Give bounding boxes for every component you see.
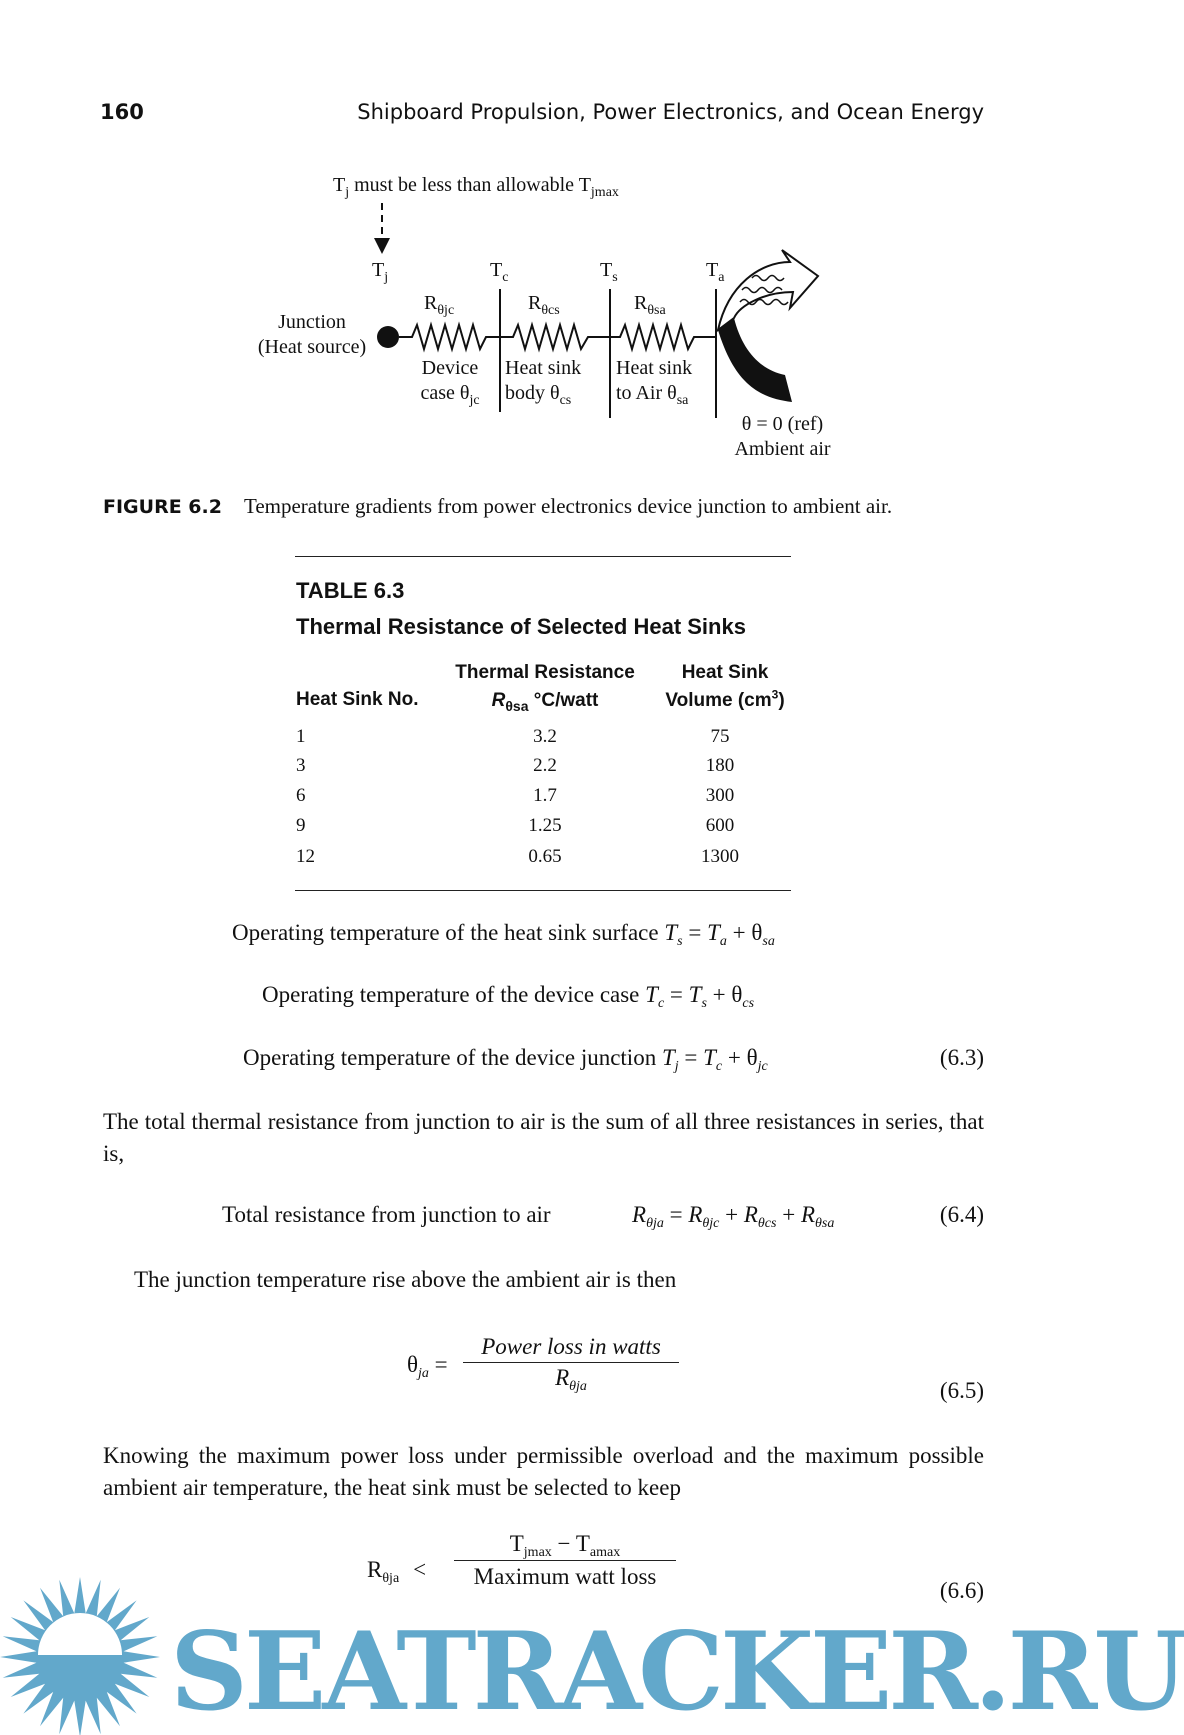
figure-note: $T_j$ must be less than allowable $T_{jmax}$ [333,174,619,200]
col-header-volume: Heat Sink Volume $(cm^3)$ [665,662,785,711]
equation-tj: Operating temperature of the device junction $T_j = T_c + \theta_{jc}$ [243,1045,768,1074]
junction-label: Junction (Heat source) [257,311,367,358]
heat-flow-arrow-light [718,250,818,330]
resistor-label-cs: $R_{\theta cs}$ [528,292,560,318]
paragraph-junction-rise: The junction temperature rise above the ambient air is then [134,1267,677,1292]
label-heat-sink-body: Heat sink body $\theta_{cs}$ [505,357,582,408]
equation-ts: Operating temperature of the heat sink surface $T_s = T_a + \theta_{sa}$ [232,920,775,949]
equation-number-6-4: (6.4) [939,1202,984,1227]
col-header-resistance: Thermal Resistance $R_{\theta sa}$ °C/watt [455,662,635,714]
page-number: 160 [100,100,144,124]
cell-heat-sink-no: 9 [296,815,306,836]
node-tc: $T_c$ [490,259,509,285]
equation-6-5-fraction: Power loss in watts $R_{\theta ja}$ [463,1334,679,1391]
equation-6-5-lhs: $\theta_{ja}$ = [407,1352,448,1381]
table-bottom-rule [295,890,791,891]
cell-heat-sink-no: 12 [296,846,315,867]
resistor-chain [399,325,716,349]
running-title: Shipboard Propulsion, Power Electronics, and Ocean Energy [357,100,984,124]
label-heat-sink-air: Heat sink to Air $\theta_{sa}$ [616,357,693,408]
junction-dot [377,326,399,348]
equation-6-4-text: Total resistance from junction to air [222,1202,551,1227]
node-ta: $T_a$ [706,259,725,285]
table-label: TABLE 6.3 [296,578,405,603]
node-ts: $T_s$ [600,259,618,285]
col-header-no: Heat Sink No. [296,689,419,710]
equation-number-6-5: (6.5) [939,1378,984,1403]
paragraph-total-resistance: The total thermal resistance from junction to air is the sum of all three resistances in series, that is, [103,1109,984,1166]
sun-rays [0,1577,160,1735]
cell-resistance: 3.2 [533,726,557,747]
arrow-head-icon [374,238,390,254]
cell-heat-sink-no: 6 [296,785,306,806]
heat-flow-arrow-dark [718,318,792,402]
cell-volume: 600 [705,815,735,836]
cell-volume: 75 [710,726,730,747]
ambient-ref-label: θ = 0 (ref) Ambient air [734,413,831,460]
equation-6-6-lhs: $R_{\theta ja}$ < [367,1557,427,1586]
equation-6-6-fraction: $T_{jmax} - T_{amax}$ Maximum watt loss [454,1530,676,1591]
sun-logo-icon [0,1585,165,1735]
equation-6-4-math: $R_{\theta ja} = R_{\theta jc} + R_{\theta cs} + R_{\theta sa}$ [632,1202,835,1231]
equation-number-6-6: (6.6) [939,1578,984,1603]
figure-caption: FIGURE 6.2 Temperature gradients from power electronics device junction to ambient air. [103,494,893,518]
table-top-rule [295,556,791,557]
cell-resistance: 2.2 [533,755,557,776]
cell-heat-sink-no: 3 [296,755,306,776]
table-title: Thermal Resistance of Selected Heat Sinks [296,614,746,639]
cell-volume: 180 [705,755,735,776]
label-device-case: Device case $\theta_{jc}$ [420,357,480,408]
equation-tc: Operating temperature of the device case $T_c = T_s + \theta_{cs}$ [262,982,755,1011]
paragraph-heat-sink-selection: Knowing the maximum power loss under permissible overload and the maximum possible ambient air temperature, the heat sink must be selected to keep [103,1443,984,1500]
circuit-diagram [0,0,1080,480]
cell-resistance: 1.7 [533,785,557,806]
cell-heat-sink-no: 1 [296,726,306,747]
node-tj: $T_j$ [372,259,389,285]
watermark-text: SEATRACKER.RU [170,1609,1184,1735]
cell-volume: 300 [705,785,735,806]
cell-volume: 1300 [701,846,739,867]
resistor-label-sa: $R_{\theta sa}$ [634,292,666,318]
resistor-label-jc: $R_{\theta jc}$ [424,292,455,318]
cell-resistance: 0.65 [528,846,562,867]
equation-number-6-3: (6.3) [939,1045,984,1070]
cell-resistance: 1.25 [528,815,562,836]
